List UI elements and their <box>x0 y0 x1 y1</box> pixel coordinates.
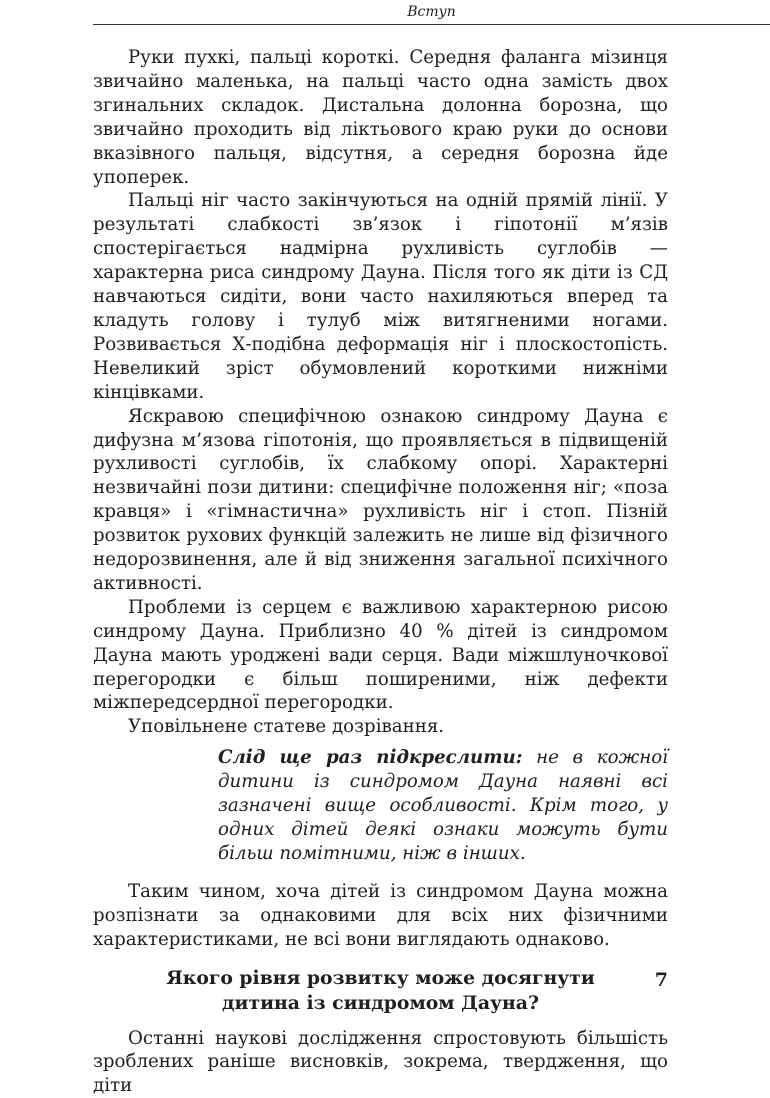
section-heading-line-2: дитина із синдромом Дауна? <box>222 991 539 1014</box>
paragraph-conclusion: Таким чином, хоча дітей із синдромом Дауна можна розпізнати за однаковими для всіх них фізичними характеристиками, не всі вони виглядають однаково. <box>93 880 668 950</box>
paragraph-puberty: Уповільнене статеве дозрівання. <box>128 716 445 738</box>
paragraph-hypotonia: Яскравою специфічною ознакою синдрому Дауна є дифузна м’язова гіпотонія, що проявляється в підвищеній рухливості суглобів, їх слабкому опорі. Характерні незвичайні пози дитини: специфічне положення ніг; «поза кравця» і «гімнастична» рухливість ніг і стоп. Пізній розвиток рухових функцій залежить не лише від фізичного недорозвинення, але й від зниження загальної психічного активності. <box>93 405 668 594</box>
page-number: 7 <box>654 969 668 991</box>
note-lead: Слід ще раз підкреслити: <box>218 747 523 769</box>
page-body <box>93 46 668 1098</box>
paragraph-hands: Руки пухкі, пальці короткі. Середня фаланга мізинця звичайно маленька, на пальці часто одна замість двох згинальних складок. Дистальна долонна борозна, що звичайно проходить від ліктьового краю руки до основи вказівного пальця, відсутня, а середня борозна йде упоперек. <box>93 47 668 188</box>
paragraph-feet: Пальці ніг часто закінчуються на одній прямій лінії. У результаті слабкості зв’язок і гіпотонії м’язів спостерігається надмірна рухливість суглобів — характерна риса синдрому Дауна. Після того як діти із СД навчаються сидіти, вони часто нахиляються вперед та кладуть голову і тулуб між витягненими ногами. Розвивається Х-подібна деформація ніг і плоскостопість. Невеликий зріст обумовлений короткими нижніми кінцівками. <box>93 190 668 403</box>
note-text: не в кожної дитини із синдромом Дауна наявні всі зазначені вище особливості. Крім того, у одних дітей деякі ознаки можуть бути більш помітними, ніж в інших. <box>218 747 668 864</box>
section-heading-line-1: Якого рівня розвитку може досягнути <box>166 966 595 989</box>
section-heading <box>93 966 668 1016</box>
section-title: Вступ <box>407 4 456 20</box>
paragraph-research: Останні наукові дослідження спростовують більшість зроблених раніше висновків, зокрема, твердження, що діти <box>93 1027 668 1097</box>
running-header <box>93 0 770 25</box>
emphasis-note <box>218 746 668 866</box>
paragraph-heart: Проблеми із серцем є важливою характерною рисою синдрому Дауна. Приблизно 40 % дітей із синдромом Дауна мають уроджені вади серця. Вади міжшлуночкової перегородки є більш поширеними, ніж дефекти міжпередсердної перегородки. <box>93 596 668 714</box>
